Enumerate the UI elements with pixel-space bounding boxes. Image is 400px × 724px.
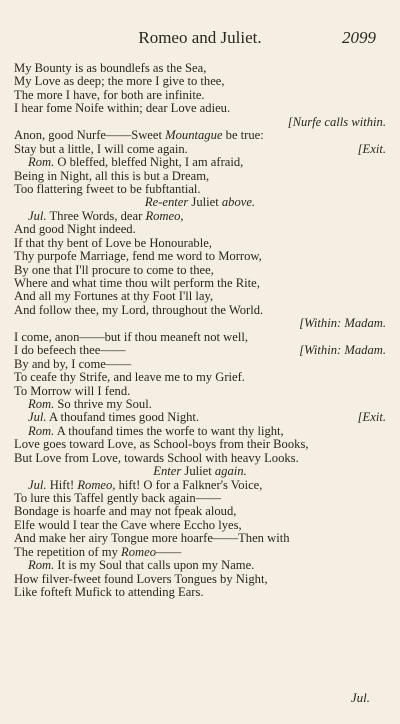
play-text	[14, 62, 386, 600]
stage-direction-within: [Within:	[299, 316, 342, 331]
character-name: Juliet	[188, 195, 222, 210]
verse-text: hift! O for a Falkner's Voice,	[115, 477, 263, 492]
stage-direction: [Nurfe calls within.	[287, 114, 386, 129]
verse-text: The repetition of my	[14, 544, 122, 559]
stage-direction: above.	[221, 195, 256, 210]
speaker-name: Jul.	[28, 410, 47, 425]
verse-line: Where and what time thou wilt perform the Rite,	[14, 276, 260, 290]
verse-line: To Morrow will I fend.	[14, 383, 131, 398]
verse-text: A thoufand times good Night.	[46, 410, 200, 425]
character-name: Romeo,	[145, 208, 184, 223]
speaker-name: Jul.	[28, 477, 47, 492]
verse-line: Thy purpofe Marriage, fend me word to Morrow,	[14, 249, 262, 264]
stage-direction	[299, 344, 386, 357]
stage-direction-word: Madam.	[341, 343, 386, 358]
verse-line: How filver-fweet found Lovers Tongues by Night,	[14, 571, 268, 586]
verse-line: By one that I'll procure to come to thee,	[14, 262, 214, 277]
verse-line: And make her airy Tongue more hoarfe——Then with	[14, 531, 290, 546]
verse-text: Stay but a little, I will come again.	[14, 141, 188, 156]
stage-direction-line	[14, 116, 386, 129]
speech-line	[14, 425, 386, 438]
speech-line	[14, 210, 386, 223]
verse-text: So thrive my Soul.	[54, 396, 152, 411]
speech-line	[14, 479, 386, 492]
running-title: Romeo and Juliet.	[138, 28, 262, 47]
verse-line: I hear fome Noife within; dear Love adieu.	[14, 101, 231, 116]
stage-direction: [Exit.	[357, 410, 386, 425]
verse-text: ——	[156, 544, 182, 559]
running-header	[0, 28, 400, 52]
speaker-name: Rom.	[28, 558, 55, 573]
speech-line	[14, 398, 386, 411]
verse-line: Like fofteft Mufick to attending Ears.	[14, 585, 204, 600]
stage-direction: Enter	[153, 464, 182, 479]
speaker-name: Rom.	[28, 396, 55, 411]
verse-line: Love goes toward Love, as School-boys from their Books,	[14, 437, 309, 452]
character-name: Romeo	[121, 544, 157, 559]
verse-line: To ceafe thy Strife, and leave me to my Grief.	[14, 370, 245, 385]
stage-direction: again.	[214, 464, 247, 479]
stage-direction-line	[14, 465, 386, 478]
stage-direction: Re-enter	[144, 195, 189, 210]
verse-line: And all my Fortunes at thy Foot I'll lay,	[14, 289, 214, 304]
verse-line: Too flattering fweet to be fubftantial.	[14, 181, 201, 196]
verse-line	[14, 344, 386, 357]
speaker-name: Rom.	[28, 155, 55, 170]
verse-line: And good Night indeed.	[14, 222, 136, 237]
verse-line: But Love from Love, towards School with heavy Looks.	[14, 450, 299, 465]
character-name: Mountague	[165, 128, 223, 143]
speech-line	[14, 156, 386, 169]
verse-line	[14, 546, 386, 559]
stage-direction: [Exit.	[357, 141, 386, 156]
verse-text: Hift!	[46, 477, 78, 492]
speaker-name: Jul.	[28, 208, 47, 223]
verse-line: My Bounty is as boundlefs as the Sea,	[14, 61, 207, 75]
verse-line: Elfe would I tear the Cave where Eccho lyes,	[14, 517, 242, 532]
stage-direction-within: [Within:	[299, 343, 342, 358]
page-number: 2099	[342, 28, 376, 47]
stage-direction-word: Madam.	[341, 316, 386, 331]
verse-text: be true:	[222, 128, 264, 143]
verse-text: O bleffed, bleffed Night, I am afraid,	[54, 155, 244, 170]
verse-text: Anon, good Nurfe——	[14, 128, 132, 143]
speech-line	[14, 411, 386, 424]
verse-line: The more I have, for both are infinite.	[14, 87, 205, 102]
verse-line	[14, 129, 386, 142]
character-name: Juliet	[181, 464, 215, 479]
verse-line: If that thy bent of Love be Honourable,	[14, 235, 212, 250]
verse-line: To lure this Taffel gently back again——	[14, 491, 221, 505]
verse-line	[14, 143, 386, 156]
verse-text: A thoufand times the worfe to want thy light,	[54, 423, 284, 438]
verse-line: And follow thee, my Lord, throughout the World.	[14, 302, 264, 317]
stage-direction	[299, 317, 386, 330]
verse-line: Bondage is hoarfe and may not fpeak aloud,	[14, 504, 237, 519]
verse-text: It is my Soul that calls upon my Name.	[54, 558, 255, 573]
verse-line: I come, anon——but if thou meaneft not well,	[14, 329, 248, 344]
verse-text: I do befeech thee——	[14, 343, 126, 358]
stage-direction-line	[14, 196, 386, 209]
verse-line: By and by, I come——	[14, 356, 132, 371]
character-name: Romeo,	[77, 477, 116, 492]
verse-text: Three Words, dear	[46, 208, 146, 223]
speech-line	[14, 559, 386, 572]
catchword: Jul.	[350, 690, 370, 705]
stage-direction-line	[14, 317, 386, 330]
verse-text: Sweet	[131, 128, 166, 143]
verse-line: Being in Night, all this is but a Dream,	[14, 168, 210, 183]
verse-line: My Love as deep; the more I give to thee,	[14, 74, 225, 89]
speaker-name: Rom.	[28, 423, 55, 438]
